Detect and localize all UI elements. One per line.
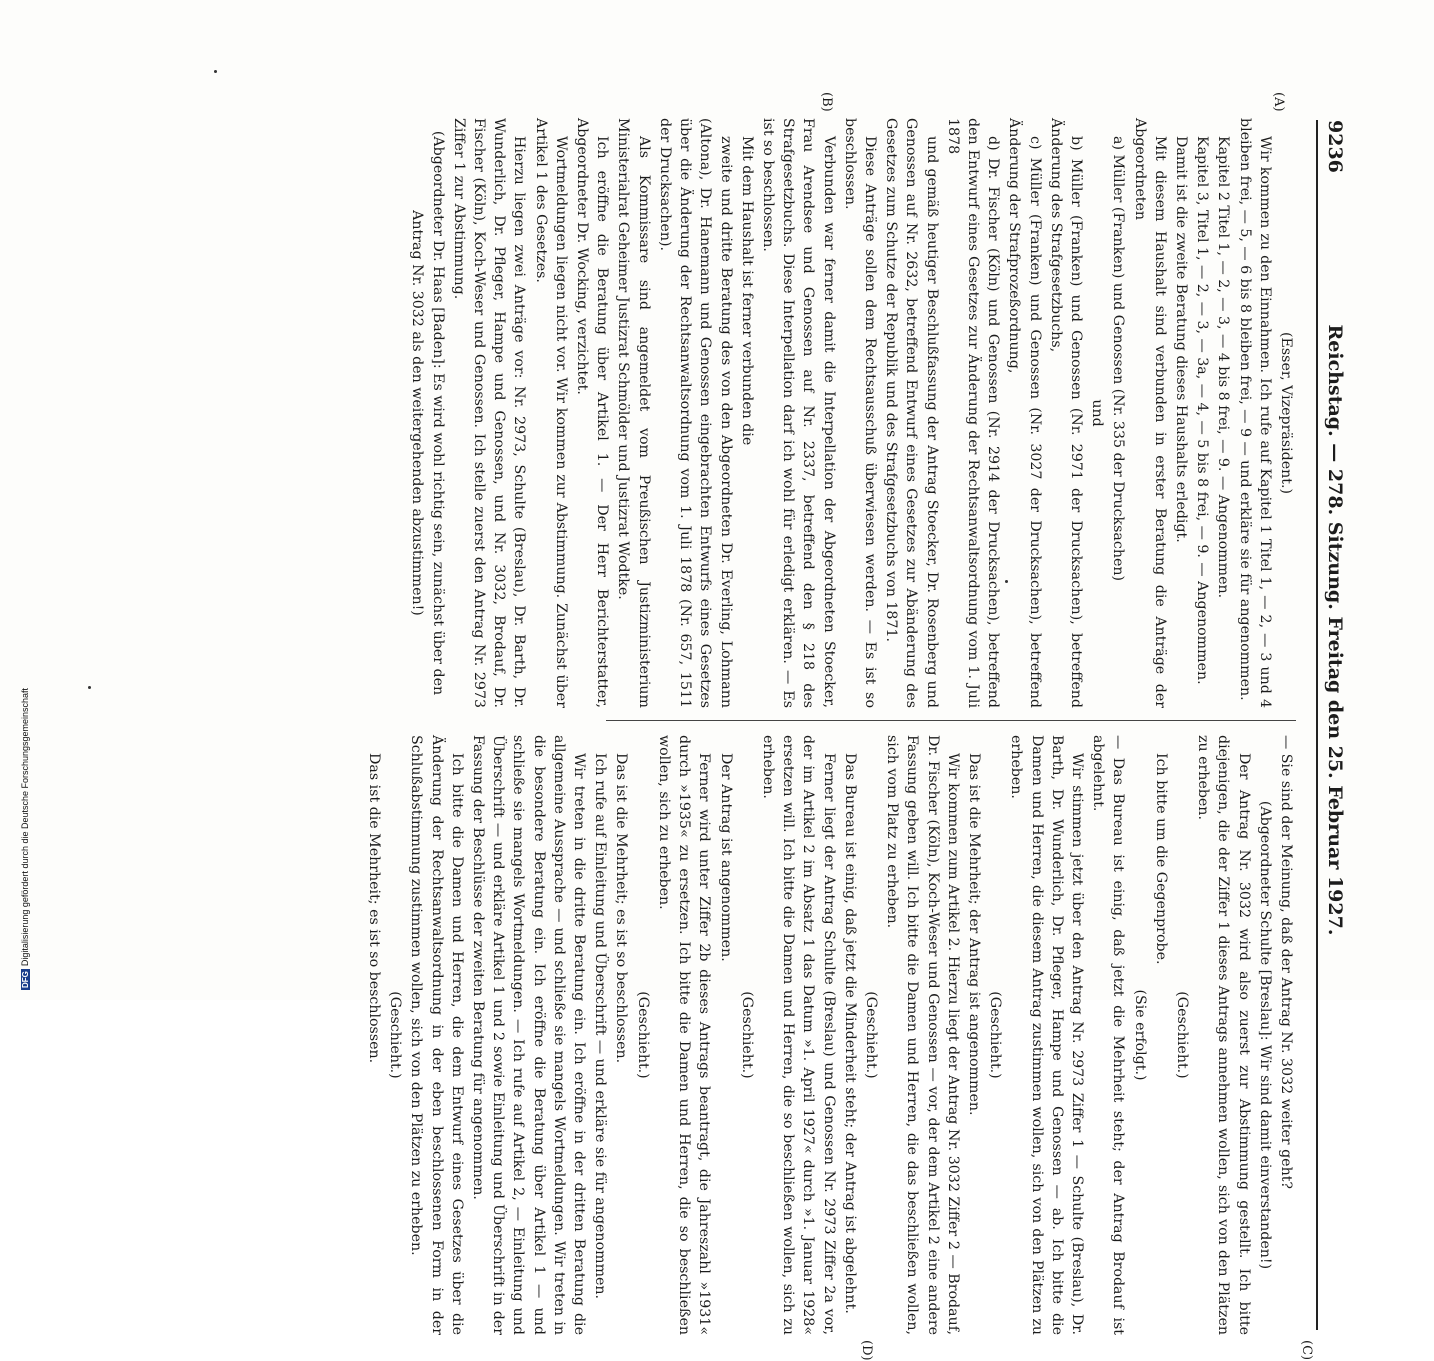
paragraph: Wortmeldungen liegen nicht vor. Wir kommen zur Abstimmung. Zunächst über Artikel 1 des Gesetzes. xyxy=(532,118,569,708)
paragraph: Kapitel 3, Titel 1, — 2, — 3, — 3a, — 4, — 5 bis 8 frei, — 9. — Angenommen. xyxy=(1194,136,1211,685)
paragraph: zweite und dritte Beratung des von den Abgeordneten Dr. Everling, Lohmann (Altona), Dr. Hanemann und Genossen eingebrachten Entwurfs eines Gesetzes über die Änderung der Rechtsanwaltsordnung vom 1. Juli 1878 (Nr. 657, 1511 der Drucksachen). xyxy=(656,118,734,708)
paragraph: Das Bureau ist einig, daß jetzt die Minderheit steht; der Antrag ist abgelehnt. xyxy=(841,753,858,1314)
column-divider xyxy=(606,720,1296,721)
paragraph: — Das Bureau ist einig, daß jetzt die Mehrheit steht; der Antrag Brodauf ist abgelehnt. xyxy=(1090,735,1127,1335)
paragraph: Mit diesem Haushalt sind verbunden in erster Beratung die Anträge der Abgeordneten xyxy=(1131,118,1168,708)
right-column xyxy=(363,735,1296,1335)
page-title: Reichstag. — 278. Sitzung. Freitag den 25. Februar 1927. xyxy=(1324,324,1346,936)
paragraph: Ich rufe auf Einleitung und Überschrift — und erkläre sie für angenommen. xyxy=(592,753,609,1300)
stage-direction: (Geschieht.) xyxy=(387,991,404,1079)
stage-direction: (Geschieht.) xyxy=(1173,991,1190,1079)
interjection: (Abgeordneter Dr. Haas [Baden]: Es wird wohl richtig sein, zunächst über den Antrag Nr. 3032 als den weitergehenden abzustimmen!) xyxy=(409,130,446,696)
footer-note: Digitalisierung gefördert durch die Deutsche Forschungsgemeinschaft xyxy=(20,687,30,967)
paragraph: Ich bitte um die Gegenprobe. xyxy=(1152,753,1169,965)
paragraph: Als Kommissare sind angemeldet vom Preußischen Justizministerium Ministerialrat Geheimer Justizrat Schmölder und Justizrat Wodtke. xyxy=(615,118,652,708)
margin-mark-a: (A) xyxy=(1271,92,1286,112)
stage-direction: (Sie erfolgt.) xyxy=(1131,989,1148,1081)
margin-mark-d: (D) xyxy=(859,1340,874,1361)
paragraph: Diese Anträge sollen dem Rechtsausschuß überwiesen werden. — Es ist so beschlossen. xyxy=(841,118,878,708)
paragraph: Damit ist die zweite Beratung dieses Haushalts erledigt. xyxy=(1172,136,1189,543)
stage-direction: (Geschieht.) xyxy=(634,991,651,1079)
paragraph: Wir treten in die dritte Beratung ein. Ich eröffne in der dritten Beratung die allgemeine Aussprache — und schließe sie mangels Wortmeldungen. Wir treten in die besondere Beratung ein. Ich eröffne die Beratung über Artikel 1 — und schließe sie mangels Wortmeldungen. — Ich rufe auf Artikel 2, — Einleitung und Überschrift — und erkläre Artikel 1 und 2 sowie Einleitung und Überschrift in der Fassung der Beschlüsse der zweiten Beratung für angenommen. xyxy=(470,735,588,1335)
paragraph: Das ist die Mehrheit; der Antrag ist angenommen. xyxy=(965,753,982,1116)
paragraph: Das ist die Mehrheit; es ist so beschlossen. xyxy=(366,753,383,1064)
stage-direction: (Geschieht.) xyxy=(862,991,879,1079)
page-header xyxy=(1312,0,1352,1000)
speaker-line: (Esser, Vizepräsident.) xyxy=(1278,332,1294,494)
left-column xyxy=(406,118,1296,708)
paragraph: Kapitel 2 Titel 1, — 2, — 3, — 4 bis 8 frei, — 9. — Angenommen. xyxy=(1215,136,1232,599)
interjection: (Abgeordneter Schulte [Breslau]: Wir sind damit einverstanden!) xyxy=(1256,800,1273,1270)
paragraph: Wir kommen zu den Einnahmen. Ich rufe auf Kapitel 1 Titel 1, — 2, — 3 und 4 bleiben frei, — 5, — 6 bis 8 bleiben frei, — 9 — und erkläre sie für angenommen. xyxy=(1236,118,1273,708)
margin-mark-b: (B) xyxy=(819,92,834,112)
list-item: d) Dr. Fischer (Köln) und Genossen (Nr. 2914 der Drucksachen), betreffend den Entwurf eines Gesetzes zur Änderung der Rechtsanwaltsordnung vom 1. Juli 1878 xyxy=(944,118,1002,708)
paragraph: Verbunden war ferner damit die Interpellation der Abgeordneten Stoecker, Frau Arendsee und Genossen auf Nr. 2337, betreffend den § 218 des Strafgesetzbuchs. Diese Interpellation darf ich wohl für erledigt erklären. — Es ist so beschlossen. xyxy=(759,118,837,708)
stage-direction: (Geschieht.) xyxy=(987,991,1004,1079)
header-rule xyxy=(1316,120,1318,1330)
paragraph: Der Antrag Nr. 3032 wird also zuerst zur Abstimmung gestellt. Ich bitte diejenigen, die der Ziffer 1 dieses Antrags annehmen wollen, sich von den Plätzen zu erheben. xyxy=(1195,735,1252,1335)
paragraph: Hierzu liegen zwei Anträge vor: Nr. 2973, Schulte (Breslau), Dr. Barth, Dr. Wunderlich, Dr. Pfleger, Hampe und Genossen, und Nr. 3032, Brodauf, Dr. Fischer (Köln), Koch-Weser und Genossen. Ich stelle zuerst den Antrag Nr. 2973 Ziffer 1 zur Abstimmung. xyxy=(450,118,528,708)
stage-direction: (Geschieht.) xyxy=(738,991,755,1079)
paragraph: — Sie sind der Meinung, daß der Antrag Nr. 3032 weiter geht? xyxy=(1278,735,1294,1190)
paragraph: Wir stimmen jetzt über den Antrag Nr. 2973 Ziffer 1 — Schulte (Breslau), Dr. Barth, Dr. Wunderlich, Dr. Pfleger, Hampe und Genossen — ab. Ich bitte die Damen und Herren, die diesem Antrag zustimmen wollen, sich von den Plätzen zu erheben. xyxy=(1008,735,1085,1335)
paragraph: Der Antrag ist angenommen. xyxy=(717,753,734,962)
paragraph: Das ist die Mehrheit; es ist so beschlossen. xyxy=(613,753,630,1064)
paragraph: Ferner wird unter Ziffer 2b dieses Antrags beantragt, die Jahreszahl »1931« durch »1935« zu ersetzen. Ich bitte die Damen und Herren, die so beschließen wollen, sich zu erheben. xyxy=(655,735,713,1335)
dfg-logo: DFG xyxy=(21,971,30,988)
paragraph: Ich eröffne die Beratung über Artikel 1. — Der Herr Berichterstatter, Abgeordneter Dr. Wocking, verzichtet. xyxy=(574,118,611,708)
paragraph: Ich bitte die Damen und Herren, die dem Entwurf eines Gesetzes über die Änderung der Rechtsanwaltsordnung in der eben beschlossenen Form in der Schlußabstimmung zustimmen wollen, sich von den Plätzen zu erheben. xyxy=(408,735,465,1335)
connector: und xyxy=(1089,399,1106,427)
paragraph: Wir kommen zum Artikel 2. Hierzu liegt der Antrag Nr. 3032 Ziffer 2 — Brodauf, Dr. Fischer (Köln), Koch-Weser und Genossen — vor, der dem Artikel 2 eine andere Fassung geben will. Ich bitte die Damen und Herren, die das beschließen wollen, sich vom Platz zu erheben. xyxy=(884,735,961,1335)
page-number: 9236 xyxy=(1324,120,1346,173)
list-item: c) Müller (Franken) und Genossen (Nr. 3027 der Drucksachen), betreffend Änderung der Strafprozeßordnung, xyxy=(1006,118,1043,708)
margin-mark-c: (C) xyxy=(1299,1340,1314,1361)
list-item: b) Müller (Franken) und Genossen (Nr. 2971 der Drucksachen), betreffend Änderung des Strafgesetzbuchs, xyxy=(1047,118,1084,708)
paragraph: und gemäß heutiger Beschlußfassung der Antrag Stoecker, Dr. Rosenberg und Genossen auf Nr. 2632, betreffend Entwurf eines Gesetzes zur Abänderung des Gesetzes zum Schutze der Republik und des Strafgesetzbuchs von 1871. xyxy=(883,118,940,708)
paragraph: Ferner liegt der Antrag Schulte (Breslau) und Genossen Nr. 2973 Ziffer 2a vor, der im Artikel 2 im Absatz 1 das Datum »1. April 1927« durch »1. Januar 1928« ersetzen will. Ich bitte die Damen und Herren, die so beschließen wollen, sich zu erheben. xyxy=(759,735,837,1335)
list-item: a) Müller (Franken) und Genossen (Nr. 335 der Drucksachen) xyxy=(1110,136,1127,582)
paragraph: Mit dem Haushalt ist ferner verbunden die xyxy=(738,136,755,446)
